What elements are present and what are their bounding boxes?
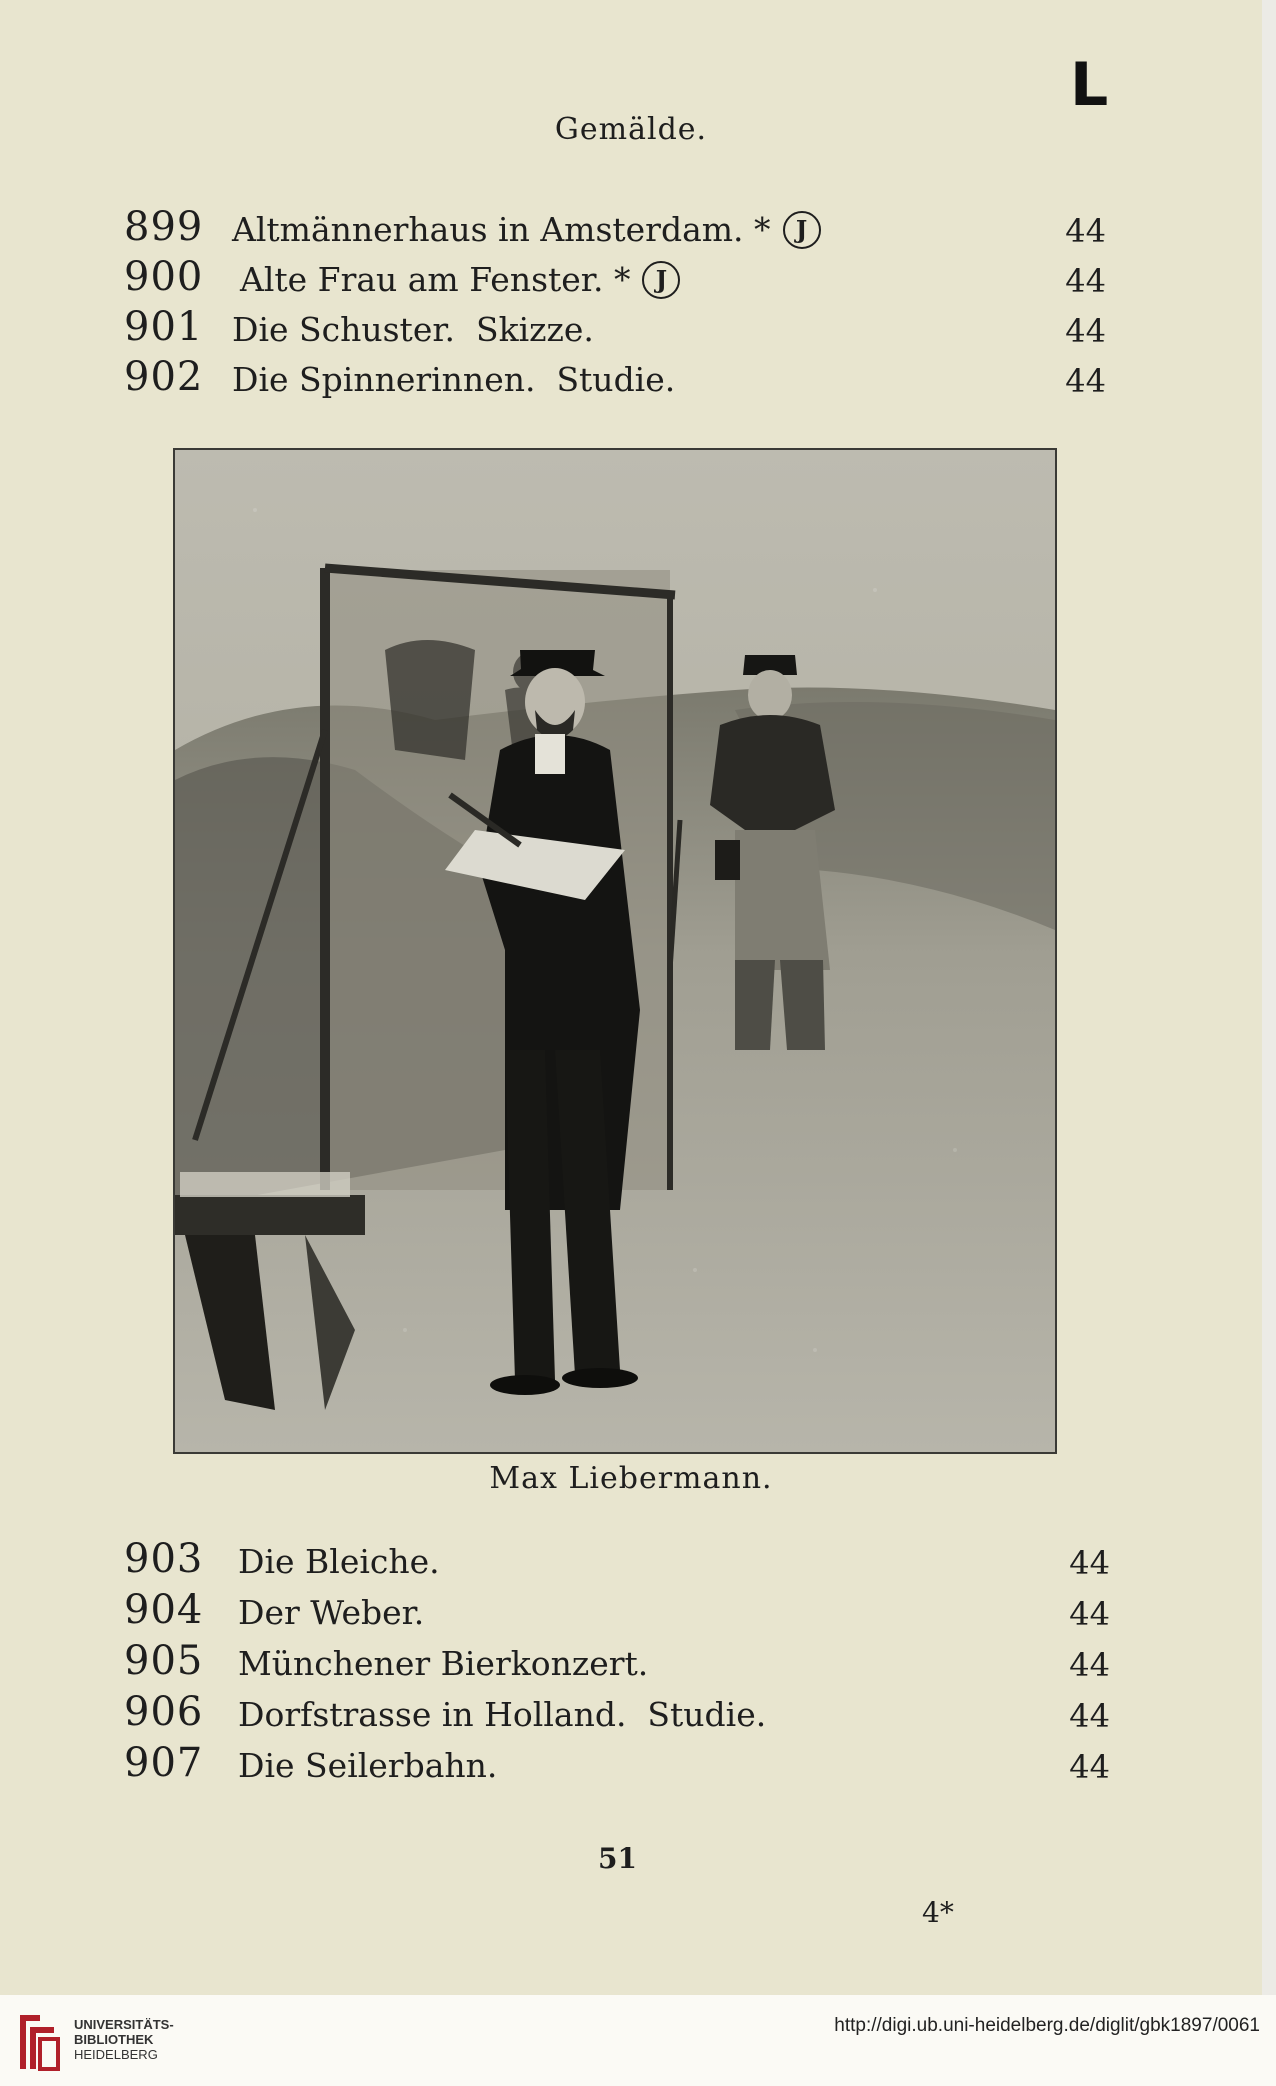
entry-price: 44 — [1069, 1697, 1110, 1735]
entry-price: 44 — [1065, 212, 1106, 250]
entry-title: Die Seilerbahn. — [238, 1746, 498, 1785]
entry-number: 901 — [124, 304, 204, 350]
entry-price: 44 — [1069, 1595, 1110, 1633]
page-number: 51 — [598, 1842, 637, 1875]
source-url[interactable]: http://digi.ub.uni-heidelberg.de/diglit/gbk1897/0061 — [834, 2015, 1260, 2036]
catalog-entry — [0, 204, 1262, 254]
entry-number: 904 — [124, 1587, 204, 1633]
catalog-entry — [0, 254, 1262, 304]
entry-price: 44 — [1069, 1748, 1110, 1786]
photo-illustration — [175, 450, 1055, 1452]
entry-title: Altmännerhaus in Amsterdam. * J — [232, 210, 821, 249]
catalog-entry — [0, 1638, 1262, 1688]
entry-number: 900 — [124, 254, 204, 300]
entry-price: 44 — [1069, 1646, 1110, 1684]
catalog-entry — [0, 304, 1262, 354]
sheet-letter: L — [1070, 50, 1109, 120]
entry-number: 907 — [124, 1740, 204, 1786]
catalog-entry — [0, 1587, 1262, 1637]
entry-title: Die Schuster. Skizze. — [232, 310, 594, 349]
catalog-entry — [0, 1536, 1262, 1586]
library-logo-icon — [14, 2007, 64, 2077]
scan-edge — [1262, 0, 1276, 1995]
entry-title: Dorfstrasse in Holland. Studie. — [238, 1695, 767, 1734]
photo-caption: Max Liebermann. — [489, 1461, 773, 1496]
entry-number: 902 — [124, 354, 204, 400]
section-heading: Gemälde. — [554, 112, 708, 147]
entry-price: 44 — [1065, 262, 1106, 300]
entry-price: 44 — [1065, 312, 1106, 350]
entry-price: 44 — [1065, 362, 1106, 400]
entry-number: 903 — [124, 1536, 204, 1582]
catalog-entry — [0, 1740, 1262, 1790]
entry-title: Der Weber. — [238, 1593, 425, 1632]
j-mark-icon: J — [783, 211, 821, 249]
entry-price: 44 — [1069, 1544, 1110, 1582]
entry-title: Die Bleiche. — [238, 1542, 440, 1581]
entry-number: 905 — [124, 1638, 204, 1684]
j-mark-icon: J — [642, 261, 680, 299]
institution-name: UNIVERSITÄTS- BIBLIOTHEK HEIDELBERG — [74, 2017, 174, 2062]
sheet-signature: 4* — [922, 1896, 954, 1929]
entry-title: Alte Frau am Fenster. * J — [240, 260, 680, 299]
catalog-entry — [0, 354, 1262, 404]
digitization-footer — [0, 1995, 1276, 2086]
entry-title: Die Spinnerinnen. Studie. — [232, 360, 676, 399]
photograph — [173, 448, 1057, 1454]
entry-number: 899 — [124, 204, 204, 250]
entry-title: Münchener Bierkonzert. — [238, 1644, 649, 1683]
catalog-entry — [0, 1689, 1262, 1739]
entry-number: 906 — [124, 1689, 204, 1735]
